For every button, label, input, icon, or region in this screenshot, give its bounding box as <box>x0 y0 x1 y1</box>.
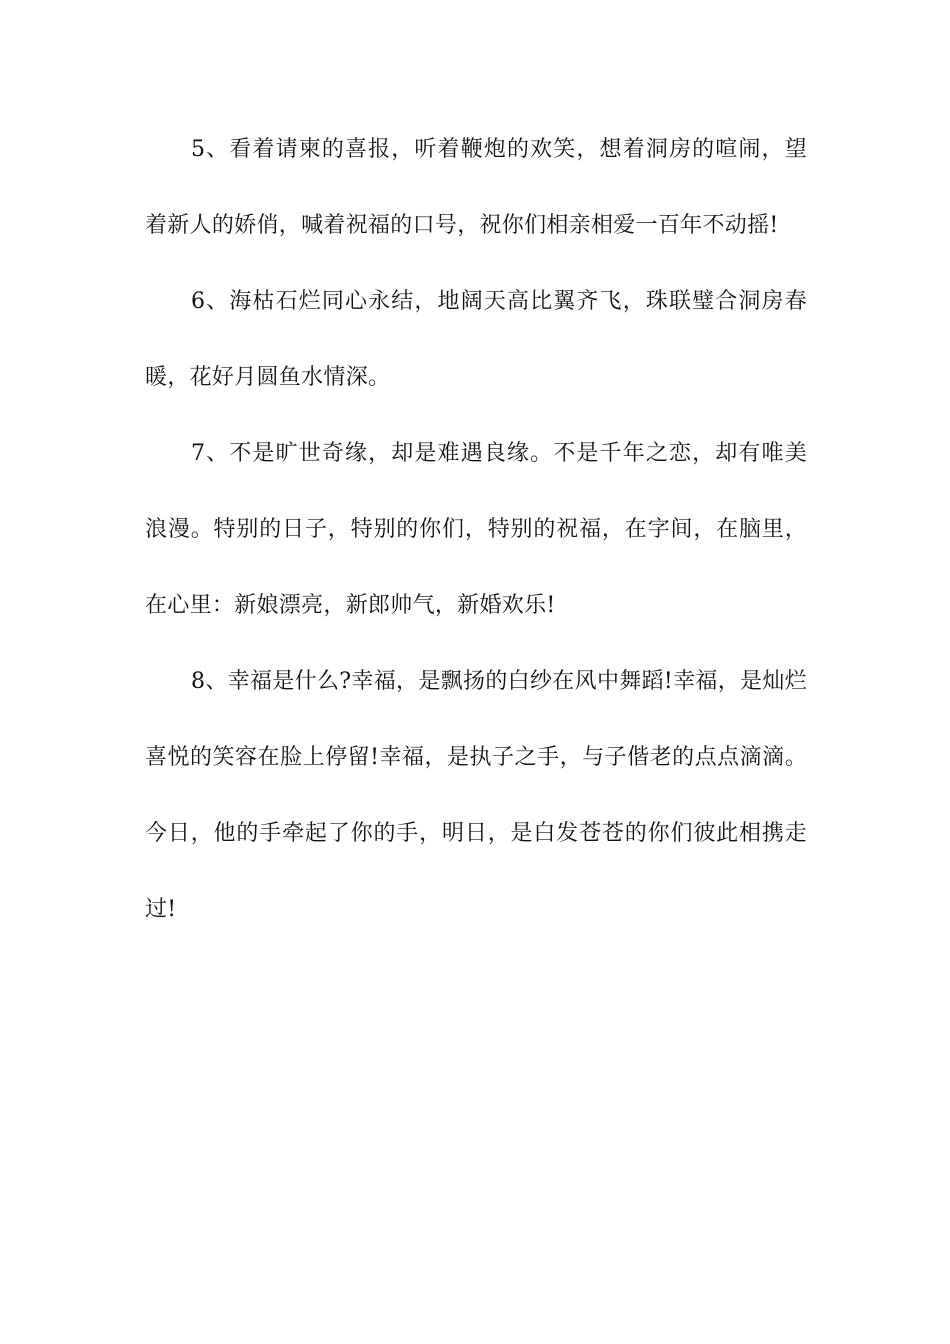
paragraph-6: 6、海枯石烂同心永结，地阔天高比翼齐飞，珠联璧合洞房春暖，花好月圆鱼水情深。 <box>145 289 807 390</box>
paragraph-8: 8、幸福是什么?幸福，是飘扬的白纱在风中舞蹈!幸福，是灿烂喜悦的笑容在脸上停留!幸福，是执子之手，与子偕老的点点滴滴。今日，他的手牵起了你的手，明日，是白发苍苍的你们彼此相携走过! <box>145 669 807 922</box>
paragraph-5: 5、看着请柬的喜报，听着鞭炮的欢笑，想着洞房的喧闹，望着新人的娇俏，喊着祝福的口号，祝你们相亲相爱一百年不动摇! <box>145 137 807 238</box>
paragraph-7: 7、不是旷世奇缘，却是难遇良缘。不是千年之恋，却有唯美浪漫。特别的日子，特别的你们，特别的祝福，在字间，在脑里，在心里：新娘漂亮，新郎帅气，新婚欢乐! <box>145 441 807 618</box>
document-page <box>145 112 807 948</box>
